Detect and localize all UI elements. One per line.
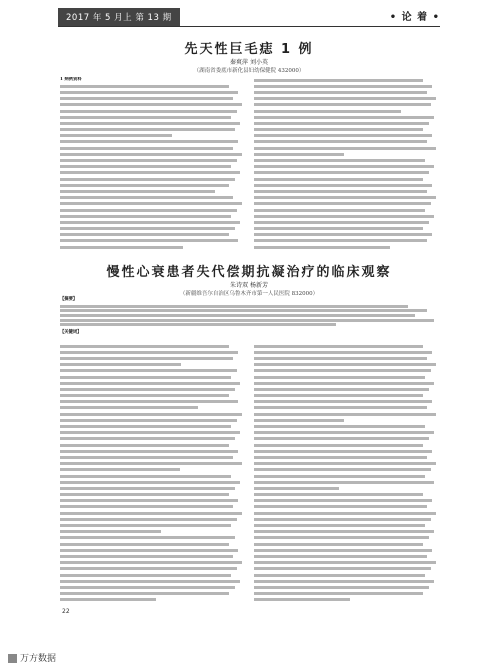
text-line-bar <box>60 215 231 218</box>
text-line-bar <box>60 233 229 236</box>
text-line-bar <box>60 518 237 521</box>
text-line-bar <box>60 85 229 88</box>
text-line-bar <box>60 227 235 230</box>
text-line-bar <box>60 530 161 533</box>
text-line-bar <box>60 319 434 322</box>
text-line-bar <box>60 309 427 312</box>
text-line-bar <box>254 369 431 372</box>
text-line-bar <box>60 314 415 317</box>
article-2-affiliation: （新疆维吾尔自治区乌鲁木齐市第一人民医院 832000） <box>179 291 319 297</box>
text-line <box>60 244 244 250</box>
article-1-section-heading: 1 病例资料 <box>60 77 82 82</box>
text-line-bar <box>254 246 390 249</box>
text-line-bar <box>60 592 229 595</box>
text-line-bar <box>254 468 431 471</box>
text-line <box>60 305 438 308</box>
text-line <box>60 309 438 312</box>
text-line-bar <box>254 159 425 162</box>
text-line-bar <box>60 382 240 385</box>
text-line-bar <box>60 165 231 168</box>
text-line-bar <box>254 388 429 391</box>
section-label: • 论 着 • <box>389 12 440 23</box>
text-line-bar <box>254 413 436 416</box>
text-line-bar <box>60 171 240 174</box>
text-line-bar <box>254 598 350 601</box>
text-line-bar <box>60 598 156 601</box>
text-line-bar <box>254 116 434 119</box>
text-line-bar <box>254 215 434 218</box>
article-1-body-left <box>60 77 244 250</box>
text-line-bar <box>60 246 183 249</box>
text-line-bar <box>254 475 425 478</box>
text-line-bar <box>254 128 423 131</box>
text-line-bar <box>60 413 242 416</box>
text-line-bar <box>60 345 229 348</box>
issue-badge: 2017 年 5 月上 第 13 期 <box>58 8 180 26</box>
text-line-bar <box>254 171 429 174</box>
text-line-bar <box>254 140 427 143</box>
text-line-bar <box>254 221 429 224</box>
text-line-bar <box>254 481 434 484</box>
text-line-bar <box>254 382 434 385</box>
text-line-bar <box>254 549 432 552</box>
text-line-bar <box>60 524 231 527</box>
text-line-bar <box>60 400 238 403</box>
keywords-label: 【关键词】 <box>60 330 82 335</box>
text-line-bar <box>254 543 423 546</box>
article-2-title: 慢性心衰患者失代偿期抗凝治疗的临床观察 <box>106 265 392 280</box>
text-line-bar <box>60 159 237 162</box>
text-line-bar <box>254 85 432 88</box>
text-line <box>60 323 438 326</box>
text-line-bar <box>254 425 425 428</box>
text-line-bar <box>60 487 235 490</box>
text-line-bar <box>254 505 427 508</box>
text-line-bar <box>60 134 172 137</box>
text-line-bar <box>60 543 229 546</box>
text-line-bar <box>60 431 240 434</box>
text-line-bar <box>254 209 425 212</box>
text-line <box>60 314 438 317</box>
text-line-bar <box>60 388 235 391</box>
text-line-bar <box>254 110 401 113</box>
text-line-bar <box>60 444 229 447</box>
text-line-bar <box>60 116 231 119</box>
text-line-bar <box>254 91 427 94</box>
article-2-keywords <box>60 330 438 336</box>
article-1-authors: 秦爽萍 刘小英 <box>230 59 268 66</box>
watermark <box>8 651 56 664</box>
text-line-bar <box>254 97 436 100</box>
text-line-bar <box>254 394 423 397</box>
journal-header <box>0 0 498 30</box>
text-line-bar <box>60 437 235 440</box>
text-line-bar <box>254 345 423 348</box>
text-line-bar <box>254 202 431 205</box>
text-line-bar <box>254 400 432 403</box>
text-line-bar <box>60 567 237 570</box>
text-line-bar <box>254 536 429 539</box>
text-line-bar <box>60 147 233 150</box>
text-line-bar <box>60 357 233 360</box>
text-line-bar <box>254 134 432 137</box>
text-line-bar <box>60 549 238 552</box>
text-line-bar <box>60 184 229 187</box>
text-line-bar <box>60 481 240 484</box>
text-line-bar <box>60 196 233 199</box>
text-line-bar <box>60 323 336 326</box>
text-line-bar <box>254 190 427 193</box>
text-line-bar <box>60 363 181 366</box>
text-line-bar <box>60 456 233 459</box>
text-line-bar <box>254 567 431 570</box>
text-line-bar <box>60 110 237 113</box>
text-line-bar <box>60 351 238 354</box>
text-line-bar <box>254 437 429 440</box>
text-line-bar <box>254 518 431 521</box>
text-line-bar <box>254 233 432 236</box>
text-line-bar <box>60 406 198 409</box>
text-line-bar <box>60 580 240 583</box>
page-number: 22 <box>62 608 70 615</box>
watermark-logo-icon <box>8 654 17 663</box>
text-line-bar <box>254 406 427 409</box>
text-line-bar <box>60 202 242 205</box>
text-line-bar <box>254 580 434 583</box>
text-line <box>254 597 438 603</box>
text-line-bar <box>254 351 432 354</box>
text-line-bar <box>60 394 229 397</box>
text-line-bar <box>254 586 429 589</box>
text-line-bar <box>60 493 229 496</box>
text-line-bar <box>60 425 231 428</box>
text-line-bar <box>254 153 344 156</box>
text-line-bar <box>254 363 436 366</box>
article-2-authors: 朱诗双 杨新芳 <box>230 282 268 289</box>
text-line-bar <box>254 561 436 564</box>
watermark-text: 万方数据 <box>20 654 57 664</box>
text-line-bar <box>60 221 240 224</box>
text-line-bar <box>254 357 427 360</box>
text-line-bar <box>254 456 427 459</box>
text-line-bar <box>60 574 231 577</box>
text-line-bar <box>254 555 427 558</box>
text-line-bar <box>60 122 240 125</box>
text-line <box>60 319 438 322</box>
text-line-bar <box>60 376 231 379</box>
text-line-bar <box>60 450 238 453</box>
text-line-bar <box>60 97 233 100</box>
article-2-abstract <box>60 297 438 326</box>
text-line-bar <box>254 574 425 577</box>
text-line-bar <box>254 450 432 453</box>
text-line-bar <box>60 91 238 94</box>
text-line-bar <box>254 103 431 106</box>
text-line-bar <box>254 512 436 515</box>
text-line-bar <box>60 128 235 131</box>
text-line-bar <box>254 444 423 447</box>
text-line-bar <box>60 499 238 502</box>
text-line-bar <box>254 147 436 150</box>
text-line-bar <box>254 419 344 422</box>
text-line-bar <box>60 468 180 471</box>
text-line <box>254 244 438 250</box>
text-line-bar <box>254 462 436 465</box>
text-line-bar <box>254 499 432 502</box>
text-line-bar <box>60 475 231 478</box>
text-line-bar <box>60 140 238 143</box>
text-line-bar <box>254 524 425 527</box>
text-line-bar <box>254 79 423 82</box>
text-line-bar <box>254 196 436 199</box>
header-rule <box>58 26 440 27</box>
article-2-body-left <box>60 343 244 603</box>
text-line-bar <box>60 239 238 242</box>
article-1-affiliation: （湖南省娄底市新化县妇幼保健院 432000） <box>193 68 305 74</box>
text-line-bar <box>60 369 237 372</box>
abstract-label: 【摘要】 <box>60 297 78 302</box>
text-line-bar <box>60 153 242 156</box>
text-line-bar <box>60 103 242 106</box>
text-line-bar <box>60 305 408 308</box>
text-line-bar <box>254 239 427 242</box>
text-line-bar <box>254 165 434 168</box>
article-1-body-right <box>254 77 438 250</box>
text-line-bar <box>254 431 434 434</box>
text-line-bar <box>60 512 242 515</box>
text-line-bar <box>60 462 242 465</box>
text-line-bar <box>254 184 432 187</box>
text-line-bar <box>60 555 233 558</box>
text-line-bar <box>254 530 434 533</box>
text-line-bar <box>60 178 235 181</box>
text-line-bar <box>254 487 339 490</box>
text-line <box>60 597 244 603</box>
text-line-bar <box>254 592 423 595</box>
text-line-bar <box>60 505 233 508</box>
text-line-bar <box>60 536 235 539</box>
text-line-bar <box>60 586 235 589</box>
article-2-body-right <box>254 343 438 603</box>
text-line-bar <box>254 227 423 230</box>
article-1-title: 先天性巨毛痣 1 例 <box>184 42 314 57</box>
text-line-bar <box>254 493 423 496</box>
text-line-bar <box>254 178 423 181</box>
text-line-bar <box>60 561 242 564</box>
text-line-bar <box>254 122 429 125</box>
text-line-bar <box>60 209 237 212</box>
text-line-bar <box>60 190 215 193</box>
text-line-bar <box>60 419 237 422</box>
text-line-bar <box>254 376 425 379</box>
